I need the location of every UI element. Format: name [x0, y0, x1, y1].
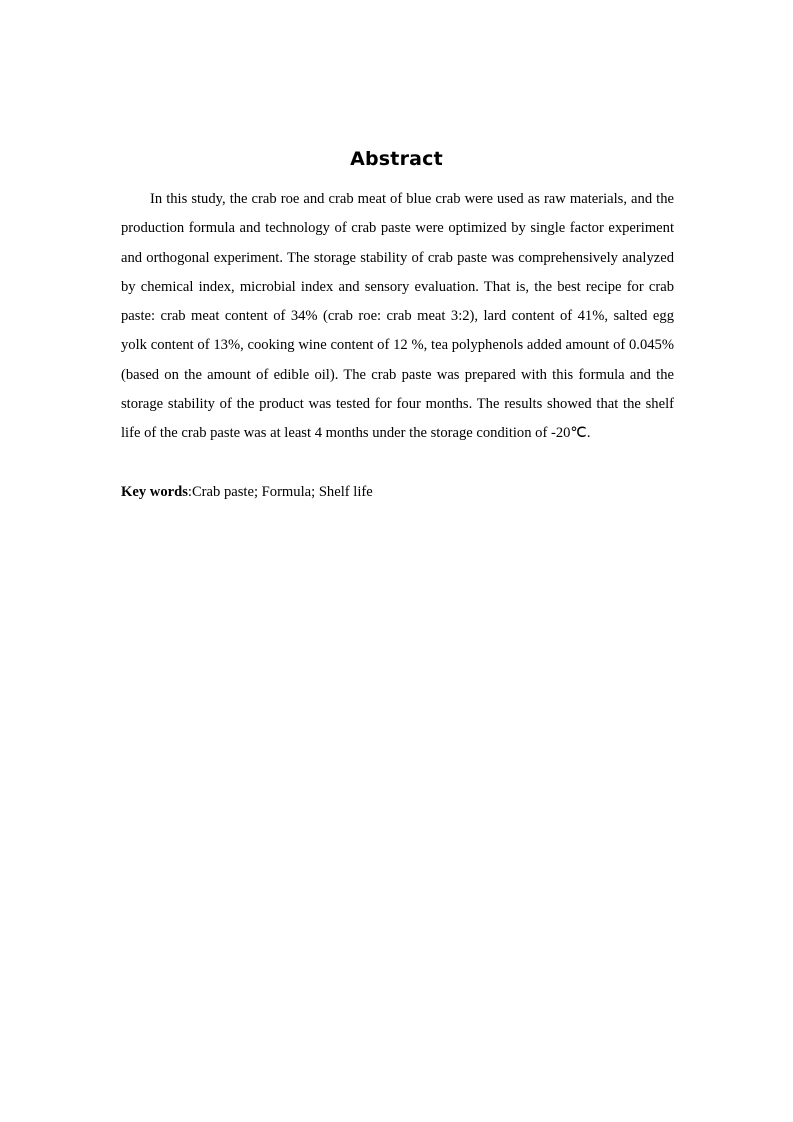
keywords-text: Crab paste; Formula; Shelf life	[191, 484, 373, 500]
keywords-separator: :	[187, 484, 192, 500]
keywords-line	[121, 478, 674, 507]
abstract-title: Abstract	[350, 148, 443, 170]
abstract-body: In this study, the crab roe and crab meat of blue crab were used as raw materials, and the production formula and technology of crab paste were optimized by single factor experiment and orthogonal experiment. The storage stability of crab paste was comprehensively analyzed by chemical index, microbial index and sensory evaluation. That is, the best recipe for crab paste: crab meat content of 34% (crab roe: crab meat 3:2), lard content of 41%, salted egg yolk content of 13%, cooking wine content of 12 %, tea polyphenols added amount of 0.045% (based on the amount of edible oil). The crab paste was prepared with this formula and the storage stability of the product was tested for four months. The results showed that the shelf life of the crab paste was at least 4 months under the storage condition of -20℃.	[121, 191, 674, 442]
keywords-label: Key words	[121, 484, 188, 500]
